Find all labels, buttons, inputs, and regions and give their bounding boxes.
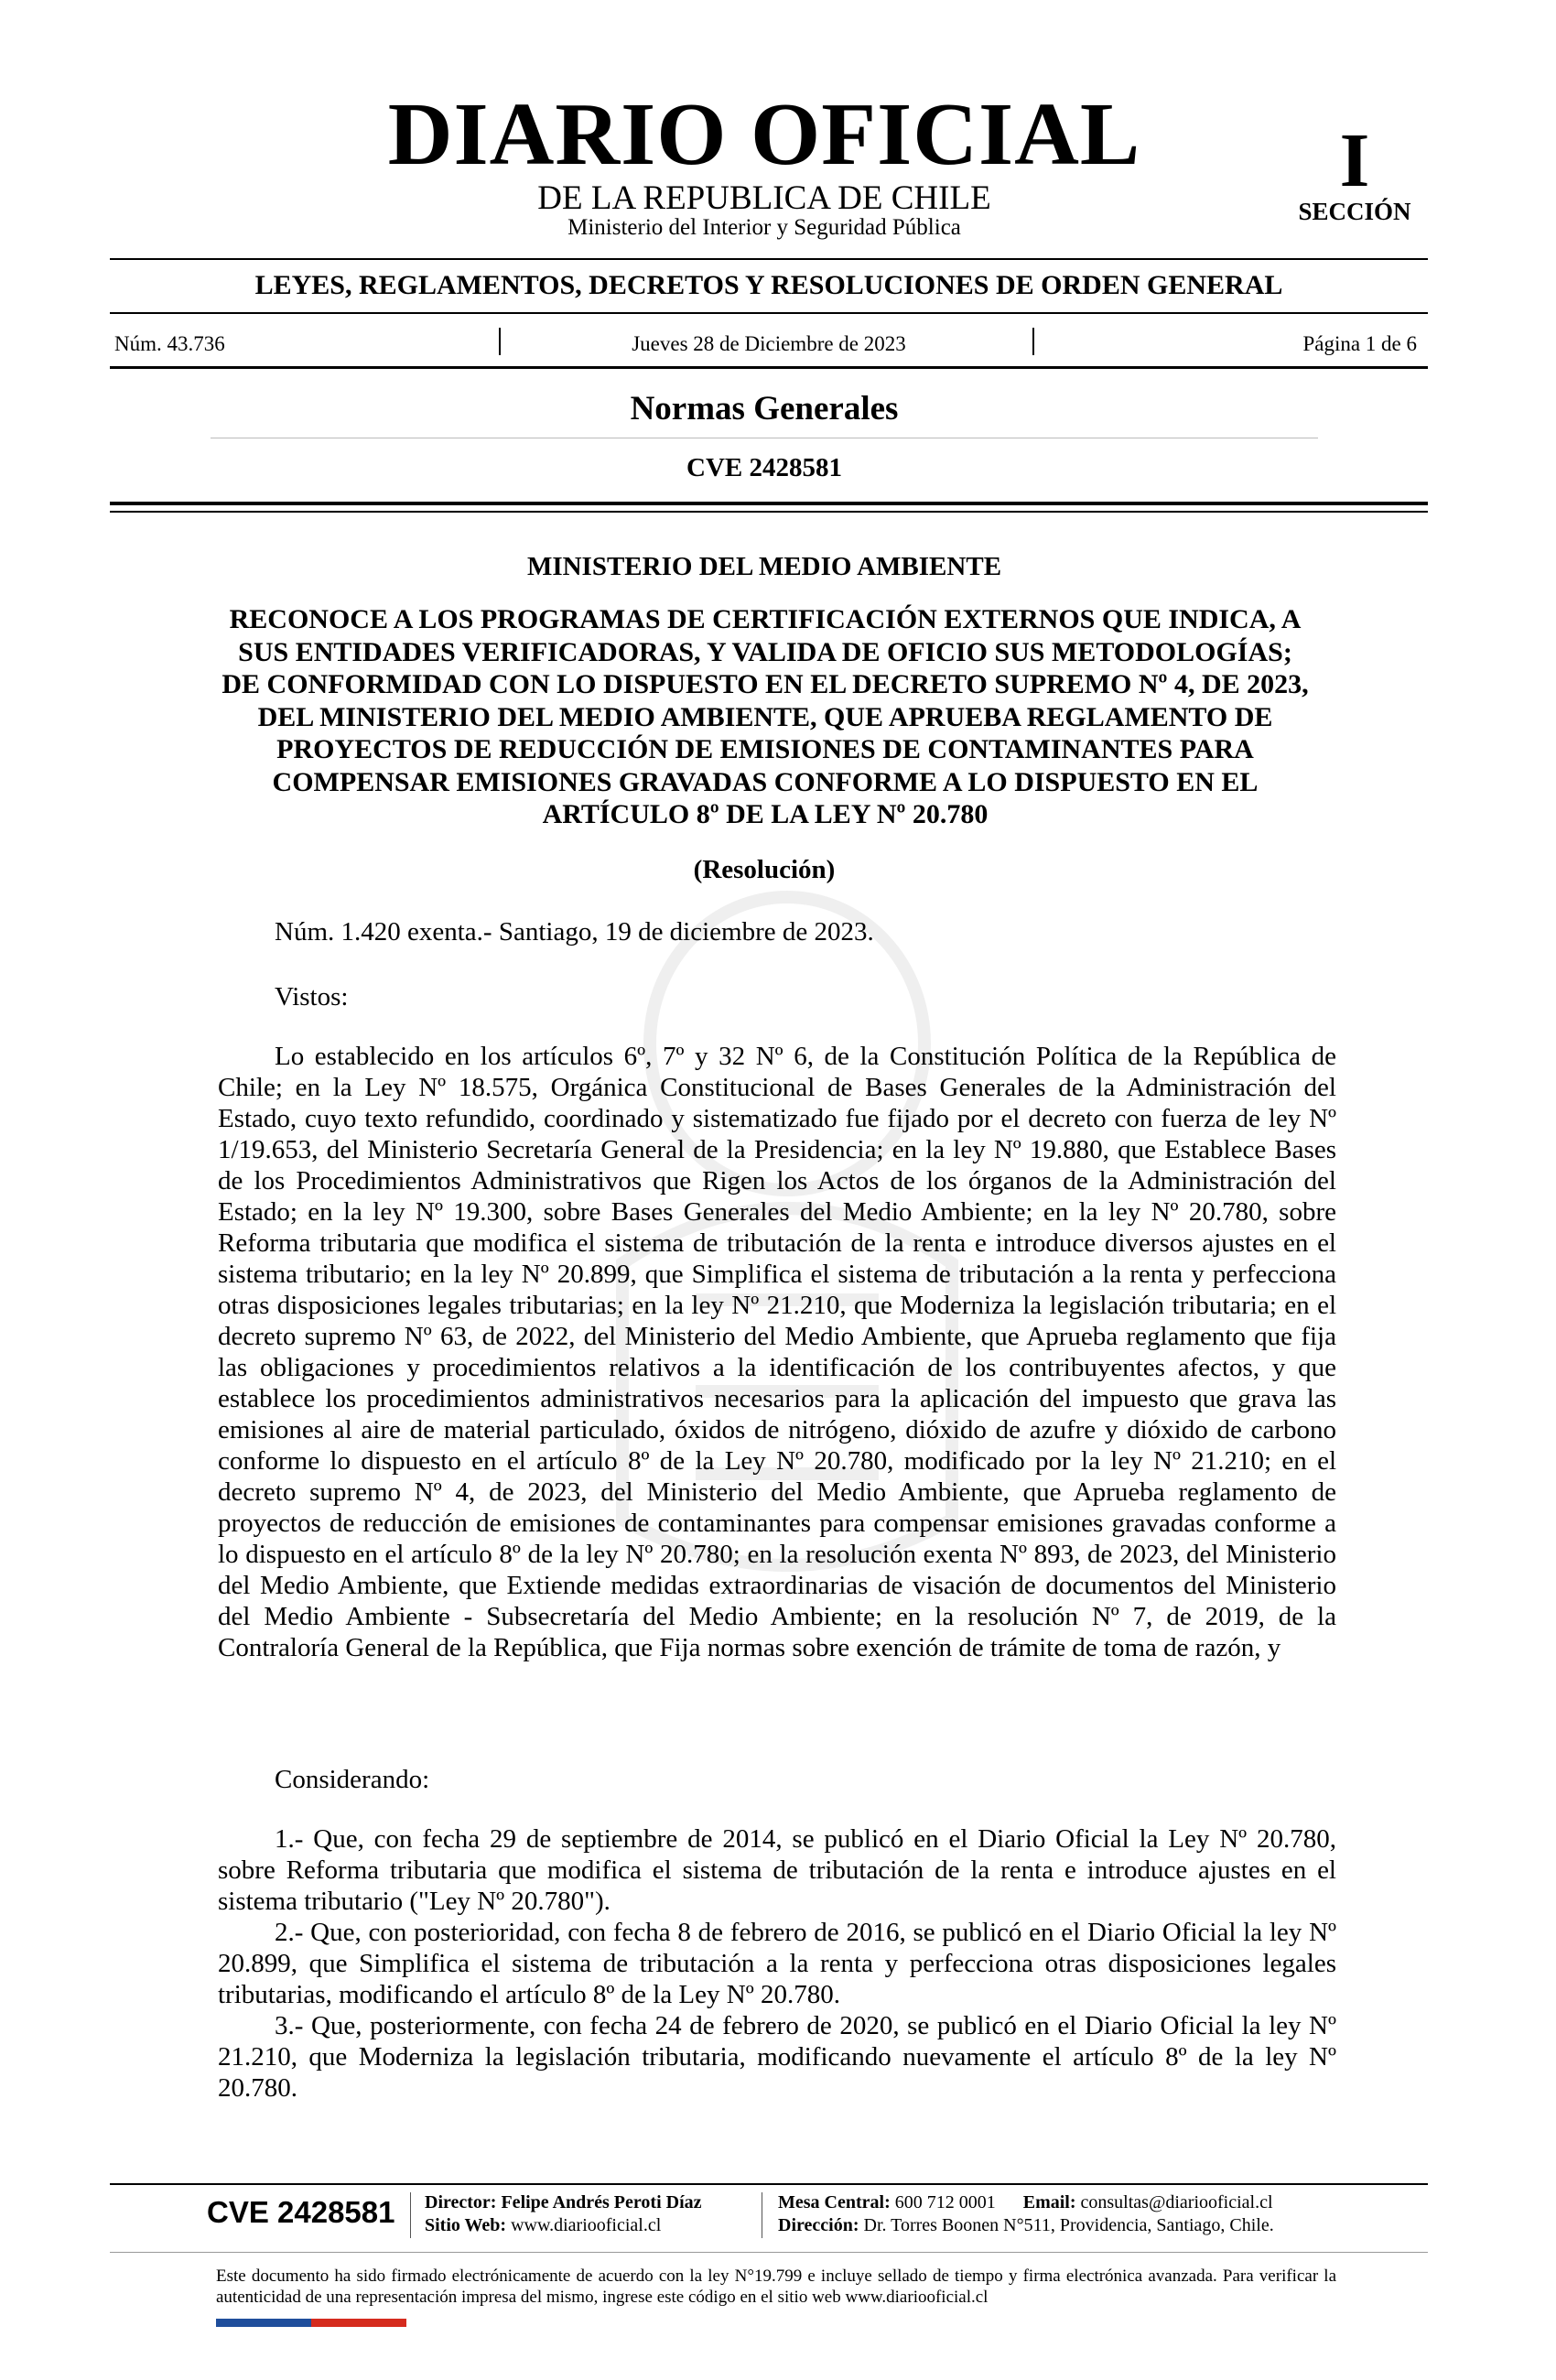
masthead-subtitle: DE LA REPUBLICA DE CHILE: [537, 179, 991, 217]
email-link[interactable]: consultas@diariooficial.cl: [1080, 2192, 1273, 2212]
website-link[interactable]: www.diariooficial.cl: [511, 2215, 662, 2235]
mesa-phone: 600 712 0001: [894, 2192, 996, 2212]
considerando-item: 1.- Que, con fecha 29 de septiembre de 2014, se publicó en el Diario Oficial la Ley Nº 20.780, sobre Reforma tributaria que modifica el sistema de tributación de la renta e introduce ajustes en el sistema tributario ("Ley Nº 20.780").: [218, 1824, 1336, 1916]
director-name: Felipe Andrés Peroti Díaz: [501, 2192, 702, 2212]
cve-code: CVE 2428581: [686, 453, 842, 482]
section-thick-rule: [110, 502, 1428, 505]
director-label: Director:: [425, 2192, 497, 2212]
address-value: Dr. Torres Boonen N°511, Providencia, Santiago, Chile.: [863, 2215, 1274, 2235]
resolution-number-line: Núm. 1.420 exenta.- Santiago, 19 de diciembre de 2023.: [275, 917, 874, 947]
footer-mesa-central: [778, 2191, 1273, 2214]
flag-bar-blue: [216, 2319, 311, 2327]
header-top-rule: [110, 258, 1428, 260]
mesa-label: Mesa Central:: [778, 2192, 891, 2212]
masthead-ministry: Ministerio del Interior y Seguridad Pública: [567, 215, 961, 240]
masthead-title: DIARIO OFICIAL: [387, 85, 1141, 184]
section-thin-rule: [110, 511, 1428, 513]
footer-thin-rule: [110, 2252, 1428, 2253]
email-label: Email:: [1022, 2192, 1076, 2212]
flag-bar-red: [311, 2319, 406, 2327]
considerandos-list: [218, 1823, 1336, 2104]
considerando-item: 3.- Que, posteriormente, con fecha 24 de febrero de 2020, se publicó en el Diario Oficial la ley Nº 21.210, que Moderniza la legislación tributaria, modificando nuevamente el artículo 8º de la ley Nº 20.780.: [218, 2011, 1336, 2103]
footer-director: [425, 2191, 702, 2214]
resolution-title: RECONOCE A LOS PROGRAMAS DE CERTIFICACIÓN EXTERNOS QUE INDICA, A SUS ENTIDADES VERIFICADORAS, Y VALIDA DE OFICIO SUS METODOLOGÍAS; DE CONFORMIDAD CON LO DISPUESTO EN EL DECRETO SUPREMO Nº 4, DE 2023, DEL MINISTERIO DEL MEDIO AMBIENTE, QUE APRUEBA REGLAMENTO DE PROYECTOS DE REDUCCIÓN DE EMISIONES DE CONTAMINANTES PARA COMPENSAR EMISIONES GRAVADAS CONFORME A LO DISPUESTO EN EL ARTÍCULO 8º DE LA LEY Nº 20.780: [222, 604, 1309, 829]
section-heading: Normas Generales: [630, 390, 899, 427]
meta-separator: [1032, 328, 1034, 355]
section-label: SECCIÓN: [1298, 198, 1411, 225]
page-indicator: Página 1 de 6: [1302, 332, 1417, 355]
category-heading: LEYES, REGLAMENTOS, DECRETOS Y RESOLUCIONES DE ORDEN GENERAL: [254, 270, 1283, 300]
website-label: Sitio Web:: [425, 2215, 507, 2235]
vistos-text: Lo establecido en los artículos 6º, 7º y 32 Nº 6, de la Constitución Política de la República de Chile; en la Ley Nº 18.575, Orgánica Constitucional de Bases Generales de la Administración del Estado, cuyo texto refundido, coordinado y sistematizado fue fijado por el decreto con fuerza de ley Nº 1/19.653, del Ministerio Secretaría General de la Presidencia; en la ley Nº 19.880, que Establece Bases de los Procedimientos Administrativos que Rigen los Actos de los órganos de la Administración del Estado; en la ley Nº 19.300, sobre Bases Generales del Medio Ambiente; en la ley Nº 20.780, sobre Reforma tributaria que modifica el sistema de tributación de la renta e introduce diversos ajustes en el sistema tributario; en la ley Nº 20.899, que Simplifica el sistema de tributación a la renta y perfecciona otras disposiciones legales tributarias; en la ley Nº 21.210, que Moderniza la legislación tributaria; en el decreto supremo Nº 63, de 2022, del Ministerio del Medio Ambiente, que Aprueba reglamento que fija las obligaciones y procedimientos relativos a la identificación de los contribuyentes afectos, y que establece los procedimientos administrativos necesarios para la aplicación del impuesto que grava las emisiones al aire de material particulado, óxidos de nitrógeno, dióxido de azufre y dióxido de carbono conforme lo dispuesto en el artículo 8º de la Ley Nº 20.780, modificado por la ley Nº 21.210; en el decreto supremo Nº 4, de 2023, del Ministerio del Medio Ambiente, que Aprueba reglamento de proyectos de reducción de emisiones de contaminantes para compensar emisiones gravadas conforme a lo dispuesto en el artículo 8º de la ley Nº 20.780; en la resolución exenta Nº 893, de 2023, del Ministerio del Medio Ambiente, que Extiende medidas extraordinarias de visación de documentos del Ministerio del Medio Ambiente - Subsecretaría del Medio Ambiente; en la resolución Nº 7, de 2019, de la Contraloría General de la República, que Fija normas sobre exención de trámite de toma de razón, y: [218, 1042, 1336, 1662]
document-type: (Resolución): [693, 855, 836, 884]
issue-number: Núm. 43.736: [114, 332, 225, 355]
meta-separator: [499, 328, 501, 355]
footer-address: [778, 2214, 1274, 2237]
category-bottom-rule: [110, 312, 1428, 314]
footer-rule: [110, 2183, 1428, 2185]
vistos-paragraph: [218, 1041, 1336, 1663]
considerando-item: 2.- Que, con posterioridad, con fecha 8 de febrero de 2016, se publicó en el Diario Oficial la ley Nº 20.899, que Simplifica el sistema de tributación a la renta y perfecciona otras disposiciones legales tributarias, modificando el artículo 8º de la Ley Nº 20.780.: [218, 1918, 1336, 2009]
section-roman-numeral: I: [1339, 118, 1370, 203]
address-label: Dirección:: [778, 2215, 859, 2235]
footer-cve-code: CVE 2428581: [207, 2195, 395, 2229]
footer-legal-note: Este documento ha sido firmado electrónicamente de acuerdo con la ley N°19.799 e incluye sellado de tiempo y firma electrónica avanzada. Para verificar la autenticidad de una representación impresa del mismo, ingrese este código en el sitio web www.diariooficial.cl: [216, 2266, 1336, 2307]
vistos-label: Vistos:: [275, 982, 349, 1012]
footer-website: [425, 2214, 661, 2237]
considerando-label: Considerando:: [275, 1765, 430, 1794]
issuing-ministry: MINISTERIO DEL MEDIO AMBIENTE: [526, 552, 1002, 581]
meta-bottom-rule: [110, 366, 1428, 369]
footer-divider: [410, 2192, 411, 2238]
issue-date: Jueves 28 de Diciembre de 2023: [632, 332, 906, 355]
